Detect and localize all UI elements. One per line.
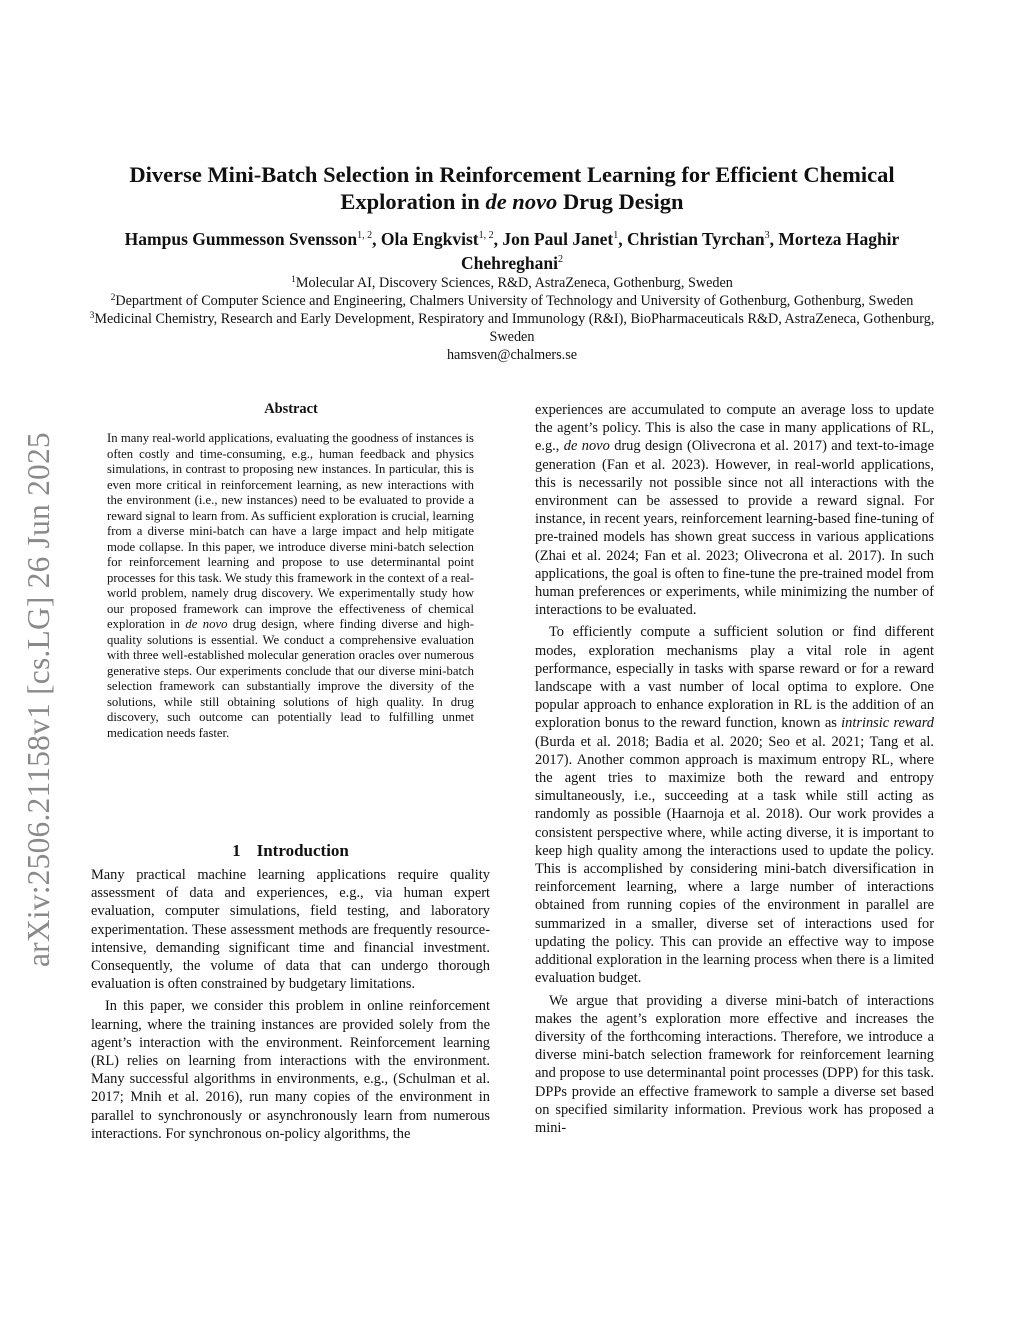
author-name: Morteza Haghir Chehreghani xyxy=(461,229,900,273)
paragraph-text: experiences are accumulated to compute an average loss to update the agent’s policy. This is also the case in many applications of RL, e.g., xyxy=(535,402,934,455)
section-number: 1 xyxy=(232,841,241,860)
paragraph xyxy=(535,623,934,987)
abstract-body xyxy=(107,431,474,741)
title-line-1: Diverse Mini-Batch Selection in Reinforcement Learning for Efficient Chemical xyxy=(129,162,895,187)
abstract-italic: de novo xyxy=(185,617,228,631)
author-list xyxy=(80,227,944,275)
affiliation xyxy=(80,310,944,346)
author-name: Jon Paul Janet xyxy=(502,229,614,249)
affiliation-text: Department of Computer Science and Engineering, Chalmers University of Technology and University of Gothenburg, Gothenburg, Sweden xyxy=(115,293,914,309)
paragraph xyxy=(535,401,934,619)
affiliation xyxy=(80,274,944,292)
author-affiliation-marker: 1 xyxy=(613,230,619,241)
paper-title xyxy=(80,161,944,215)
author-affiliation-marker: 1, 2 xyxy=(478,230,494,241)
author-name: Ola Engkvist xyxy=(380,229,479,249)
affiliation-marker: 2 xyxy=(110,293,116,303)
author-separator: , xyxy=(372,229,381,249)
paragraph-text: To efficiently compute a sufficient solution or find different modes, exploration mechanisms play a vital role in agent performance, especially in tasks with sparse reward or for a reward landscape with a vast number of local optima to explore. One popular approach to enhance exploration in RL is the addition of an exploration bonus to the reward function, known as xyxy=(535,624,934,732)
affiliation-text: Medicinal Chemistry, Research and Early Development, Respiratory and Immunology (R&I), BioPharmaceuticals R&D, AstraZeneca, Gothenburg, Sweden xyxy=(94,311,935,345)
paragraph: Many practical machine learning applications require quality assessment of data and experiences, e.g., via human expert evaluation, computer simulations, field testing, and laboratory experimentation. These assessment methods are frequently resource-intensive, demanding significant time and financial investment. Consequently, the volume of data that can undergo thorough evaluation is often constrained by budgetary limitations. xyxy=(91,867,490,993)
section-heading xyxy=(91,841,490,861)
author-affiliation-marker: 3 xyxy=(764,230,770,241)
title-line-2-italic: de novo xyxy=(485,189,558,214)
affiliation-marker: 3 xyxy=(89,311,95,321)
paragraph-text: (Burda et al. 2018; Badia et al. 2020; Seo et al. 2021; Tang et al. 2017). Another common approach is maximum entropy RL, where the agent tries to maximize both the reward and entropy simultaneously, i.e., succeeding at a task while still acting as randomly as possible (Haarnoja et al. 2018). Our work provides a consistent perspective where, while acting diverse, it is important to keep high quality among the interactions used to update the policy. This is accomplished by considering mini-batch diversification in reinforcement learning, where a large number of interactions obtained from running copies of the environment in parallel are summarized in a smaller, diverse set of interactions used for updating the policy. This can provide an effective way to impose additional exploration in the learning process when there is a limited evaluation budget. xyxy=(535,733,934,987)
author-separator: , xyxy=(493,229,503,249)
section-title: Introduction xyxy=(256,841,349,860)
right-column-body xyxy=(535,401,934,1141)
paragraph-text: drug design (Olivecrona et al. 2017) and text-to-image generation (Fan et al. 2023). However, in real-world applications, this is necessarily not possible since not all interactions with the environment can be assessed to provide a reward signal. For instance, in recent years, reinforcement learning-based fine-tuning of pre-trained models has shown great success in various applications (Zhai et al. 2024; Fan et al. 2023; Olivecrona et al. 2017). In such applications, the goal is often to fine-tune the pre-trained model from human preferences or experiments, while minimizing the number of interactions to be evaluated. xyxy=(535,438,934,619)
author-separator: , xyxy=(769,229,779,249)
author-name: Hampus Gummesson Svensson xyxy=(124,229,358,249)
affiliation xyxy=(80,292,944,310)
author-name: Christian Tyrchan xyxy=(626,229,765,249)
left-column-body xyxy=(91,866,490,1147)
abstract-text: In many real-world applications, evaluating the goodness of instances is often costly and time-consuming, e.g., human feedback and physics simulations, in contrast to proposing new instances. In particular, this is even more critical in reinforcement learning, as new interactions with the environment (i.e., new instances) need to be evaluated to provide a reward signal to learn from. As sufficient exploration is crucial, learning from a diverse mini-batch can have a large impact and help mitigate mode collapse. In this paper, we introduce diverse mini-batch selection for reinforcement learning and propose to use determinantal point processes for this task. We study this framework in the context of a real-world problem, namely drug discovery. We experimentally study how our proposed framework can improve the effectiveness of chemical exploration in xyxy=(107,431,474,631)
author-affiliation-marker: 2 xyxy=(557,254,563,265)
paragraph: In this paper, we consider this problem in online reinforcement learning, where the training instances are provided solely from the agent’s interaction with the environment. Reinforcement learning (RL) relies on learning from interactions with the environment. Many successful algorithms in environments, e.g., (Schulman et al. 2017; Mnih et al. 2016), run many copies of the environment in parallel to synchronously or asynchronously learn from numerous interactions. For synchronous on-policy algorithms, the xyxy=(91,998,490,1142)
affiliation-list xyxy=(80,274,944,364)
affiliation-text: Molecular AI, Discovery Sciences, R&D, AstraZeneca, Gothenburg, Sweden xyxy=(295,275,733,291)
title-line-2-pre: Exploration in xyxy=(340,189,486,214)
arxiv-identifier-stamp: arXiv:2506.21158v1 [cs.LG] 26 Jun 2025 xyxy=(21,432,56,967)
paragraph-italic: intrinsic reward xyxy=(841,715,935,732)
title-line-2-post: Drug Design xyxy=(557,189,684,214)
abstract-heading: Abstract xyxy=(264,401,318,417)
author-separator: , xyxy=(618,229,627,249)
affiliation-marker: 1 xyxy=(291,275,296,285)
author-affiliation-marker: 1, 2 xyxy=(357,230,373,241)
paragraph-italic: de novo xyxy=(563,438,610,455)
email: hamsven@chalmers.se xyxy=(446,347,578,363)
abstract-text: drug design, where finding diverse and high-quality solutions is essential. We conduct a comprehensive evaluation with three well-established molecular generation oracles over numerous generative steps. Our experiments conclude that our diverse mini-batch selection framework can substantially improve the diversity of the solutions, while still obtaining solutions of high quality. In drug discovery, such outcome can potentially lead to fulfilling unmet medication needs faster. xyxy=(107,617,474,740)
paragraph: We argue that providing a diverse mini-batch of interactions makes the agent’s exploration more effective and increases the diversity of the forthcoming interactions. Therefore, we introduce a diverse mini-batch selection framework for reinforcement learning and propose to use determinantal point processes (DPP) for this task. DPPs provide an effective framework to sample a diverse set based on specified similarity information. Previous work has proposed a mini- xyxy=(535,992,934,1136)
